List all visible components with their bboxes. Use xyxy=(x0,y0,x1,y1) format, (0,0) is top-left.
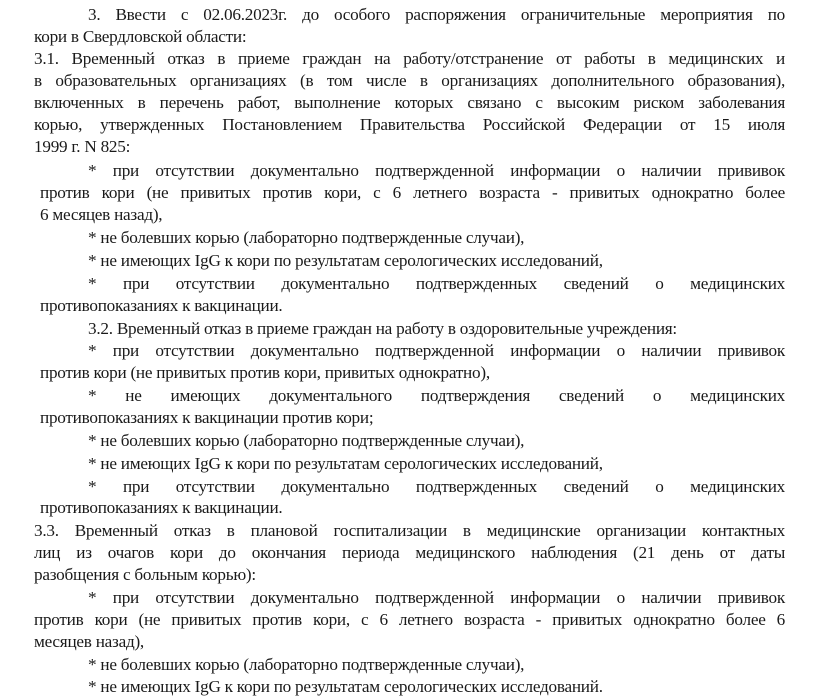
bullet-item-cont: противопоказаниях к вакцинации. xyxy=(40,296,283,315)
clause-3-1-heading: 3.1. Временный отказ в приеме граждан на работу/отстранение от работы в медицинских и xyxy=(34,49,785,68)
bullet-item: * не имеющих IgG к кори по результатам серологических исследований, xyxy=(88,454,603,473)
bullet-item: * не имеющих IgG к кори по результатам серологических исследований. xyxy=(88,677,603,696)
paragraph-3-intro: 3. Ввести с 02.06.2023г. до особого распоряжения ограничительные мероприятия по xyxy=(88,5,785,24)
bullet-item: * не болевших корью (лабораторно подтвержденные случаи), xyxy=(88,431,525,450)
bullet-item-cont: месяцев назад), xyxy=(34,632,144,651)
bullet-item: * при отсутствии документально подтвержденных сведений о медицинских xyxy=(88,274,785,293)
clause-3-1-text: 1999 г. N 825: xyxy=(34,137,131,156)
bullet-item: * при отсутствии документально подтвержденных сведений о медицинских xyxy=(88,477,785,496)
bullet-item-cont: против кори (не привитых против кори, с 6 летнего возраста - привитых однократно более xyxy=(40,183,785,202)
paragraph-3-intro-cont: кори в Свердловской области: xyxy=(34,27,247,46)
bullet-item-cont: против кори (не привитых против кори, привитых однократно), xyxy=(40,363,490,382)
bullet-item-cont: противопоказаниях к вакцинации против кори; xyxy=(40,408,374,427)
bullet-item-cont: противопоказаниях к вакцинации. xyxy=(40,498,283,517)
bullet-item-cont: 6 месяцев назад), xyxy=(40,205,163,224)
clause-3-3-text: лиц из очагов кори до окончания периода медицинского наблюдения (21 день от даты xyxy=(34,543,785,562)
bullet-item: * не имеющих IgG к кори по результатам серологических исследований, xyxy=(88,251,603,270)
clause-3-1-text: включенных в перечень работ, выполнение которых связано с высоким риском заболевания xyxy=(34,93,785,112)
bullet-item: * при отсутствии документально подтвержденной информации о наличии прививок xyxy=(88,341,785,360)
clause-3-3-heading: 3.3. Временный отказ в плановой госпитализации в медицинские организации контактных xyxy=(34,521,785,540)
bullet-item: * не болевших корью (лабораторно подтвержденные случаи), xyxy=(88,228,525,247)
clause-3-2-heading: 3.2. Временный отказ в приеме граждан на работу в оздоровительные учреждения: xyxy=(88,319,677,338)
clause-3-1-text: корью, утвержденных Постановлением Правительства Российской Федерации от 15 июля xyxy=(34,115,785,134)
bullet-item: * при отсутствии документально подтвержденной информации о наличии прививок xyxy=(88,161,785,180)
clause-3-1-text: в образовательных организациях (в том числе в организациях дополнительного образования), xyxy=(34,71,785,90)
clause-3-3-text: разобщения с больным корью): xyxy=(34,565,256,584)
bullet-item-cont: против кори (не привитых против кори, с 6 летнего возраста - привитых однократно более 6 xyxy=(34,610,785,629)
bullet-item: * не болевших корью (лабораторно подтвержденные случаи), xyxy=(88,655,525,674)
bullet-item: * при отсутствии документально подтвержденной информации о наличии прививок xyxy=(88,588,785,607)
bullet-item: * не имеющих документального подтверждения сведений о медицинских xyxy=(88,386,785,405)
